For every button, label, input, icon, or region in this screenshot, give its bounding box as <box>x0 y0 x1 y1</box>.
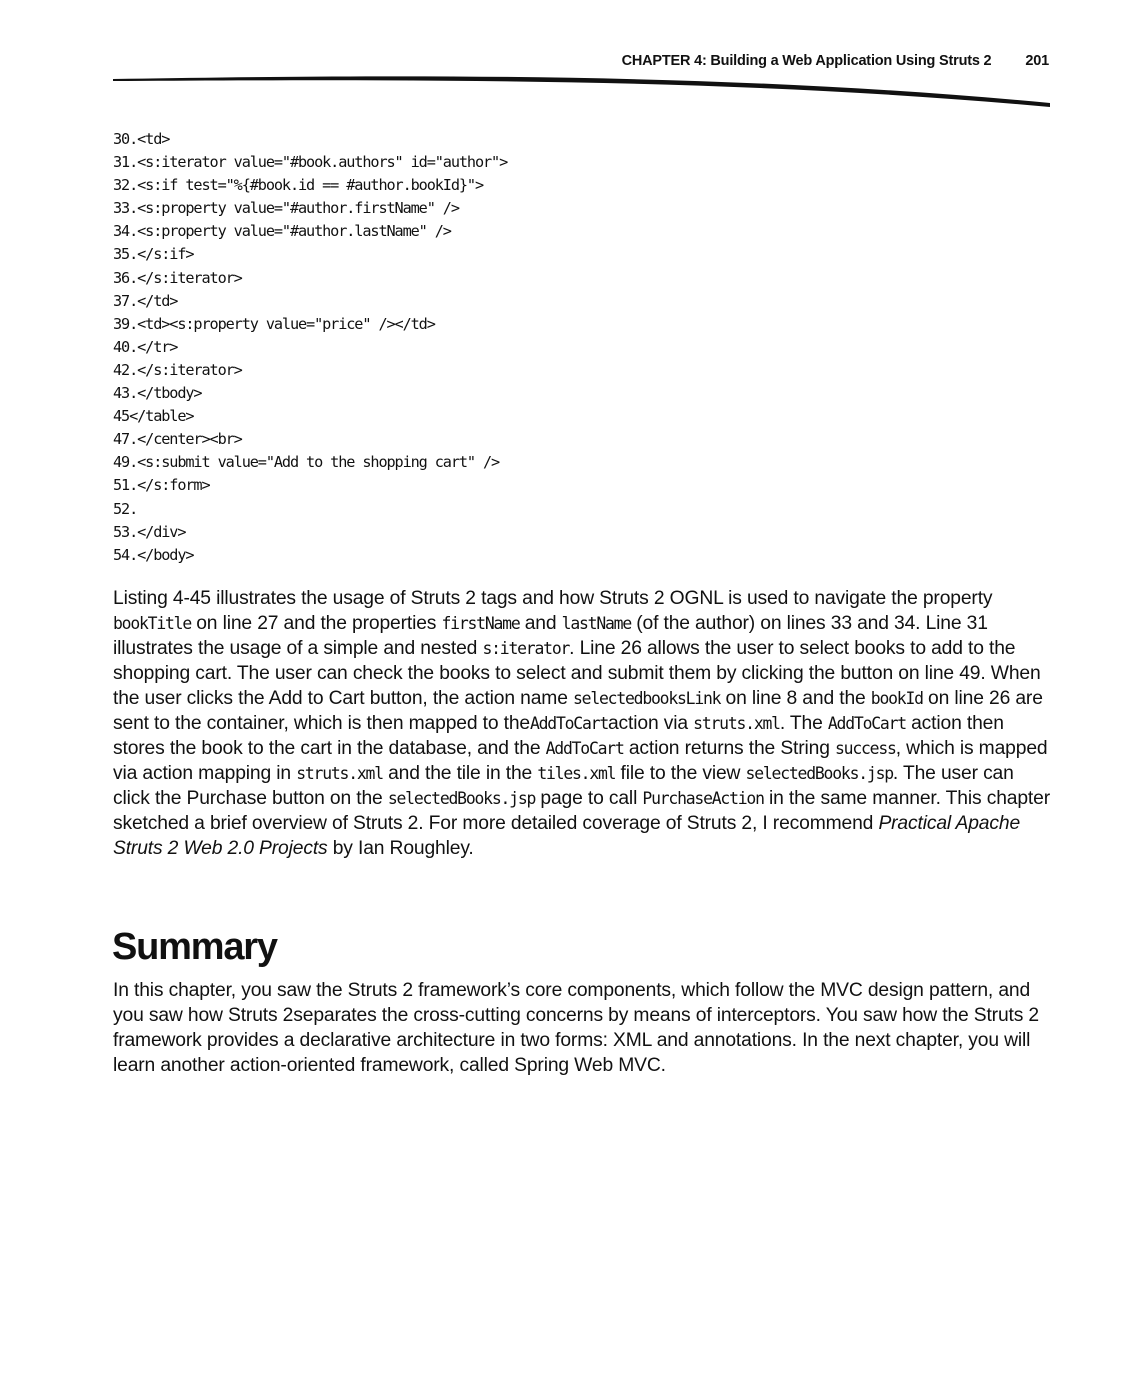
inline-code: selectedBooks.jsp <box>387 789 536 808</box>
inline-code: bookId <box>870 689 923 708</box>
code-line: 33.<s:property value="#author.firstName" /> <box>113 199 459 218</box>
paragraph-text: and the tile in the <box>382 763 538 784</box>
paragraph-text: (of the author) on lines 33 and 34. Line 31 illustrates the usage of a simple and nested <box>113 613 988 659</box>
inline-code: struts.xml <box>296 764 383 783</box>
code-line: 51.</s:form> <box>113 476 210 495</box>
code-line: 40.</tr> <box>113 337 178 356</box>
code-line: 30.<td> <box>113 130 170 148</box>
code-line: 39.<td><s:property value="price" /></td> <box>113 314 435 333</box>
code-line: 53.</div> <box>113 522 186 541</box>
paragraph-text: . Line 26 allows the user to select books to add to the shopping cart. The user can check the books to select and submit them by clicking the button on line 49. When the user clicks the Add to Cart button, the action name <box>113 638 1041 709</box>
summary-heading: Summary <box>112 926 277 968</box>
inline-code: AddToCart <box>545 739 624 758</box>
inline-code: lastName <box>561 614 632 633</box>
code-listing <box>113 128 507 567</box>
code-line: 34.<s:property value="#author.lastName" /> <box>113 222 451 241</box>
code-line: 54.</body> <box>113 545 194 564</box>
code-line: 32.<s:if test="%{#book.id == #author.bookId}"> <box>113 176 484 195</box>
code-line: 37.</td> <box>113 291 178 310</box>
paragraph-text: file to the view <box>615 763 746 784</box>
paragraph-text: page to call <box>535 788 643 809</box>
paragraph-text: by Ian Roughley. <box>327 838 474 859</box>
summary-paragraph: In this chapter, you saw the Struts 2 framework’s core components, which follow the MVC design pattern, and you saw how Struts 2separates the cross-cutting concerns by means of interceptors. You saw how the Struts 2 framework provides a declarative architecture in two forms: XML and annotations. In the next chapter, you will learn another action-oriented framework, called Spring Web MVC. <box>113 980 1040 1076</box>
code-line: 36.</s:iterator> <box>113 268 242 287</box>
code-line: 42.</s:iterator> <box>113 360 242 379</box>
code-line: 49.<s:submit value="Add to the shopping cart" /> <box>113 453 500 472</box>
chapter-title: CHAPTER 4: Building a Web Application Using Struts 2 <box>621 53 992 69</box>
inline-code: s:iterator <box>482 639 570 658</box>
inline-code: AddToCart <box>827 714 906 733</box>
paragraph-text: action returns the String <box>623 738 835 759</box>
code-line: 47.</center><br> <box>113 430 242 449</box>
paragraph-text: in the same manner. This chapter sketched a brief overview of Struts 2. For more detailed coverage of Struts 2, I recommend <box>113 788 1050 834</box>
paragraph-text: action then stores the book to the cart in the database, and the <box>113 713 1004 759</box>
paragraph-text: . The user can click the Purchase button on the <box>113 763 1014 809</box>
inline-code: selectedbooksLink <box>572 689 721 708</box>
inline-code: PurchaseAction <box>642 789 764 808</box>
paragraph-text: and <box>519 613 562 634</box>
header-rule <box>113 72 1053 112</box>
code-line: 35.</s:if> <box>113 245 194 264</box>
code-line: 43.</tbody> <box>113 384 202 403</box>
inline-code: selectedBooks.jsp <box>745 764 893 783</box>
paragraph-text: on line 26 are sent to the container, which is then mapped to the <box>113 688 1043 734</box>
inline-code: AddToCart <box>529 714 608 733</box>
inline-code: bookTitle <box>113 614 192 633</box>
listing-explanation-paragraph <box>113 586 1053 861</box>
page-number: 201 <box>1025 53 1049 69</box>
inline-code: tiles.xml <box>537 764 616 783</box>
code-line: 45</table> <box>113 407 194 426</box>
paragraph-text: Listing 4-45 illustrates the usage of Struts 2 tags and how Struts 2 OGNL is used to navigate the property <box>113 588 993 609</box>
running-head <box>622 53 1049 73</box>
code-line: 31.<s:iterator value="#book.authors" id="author"> <box>113 153 508 172</box>
paragraph-text: on line 27 and the properties <box>191 613 442 634</box>
paragraph-text: on line 8 and the <box>720 688 871 709</box>
code-line: 52. <box>113 499 138 518</box>
paragraph-text: action via <box>607 713 694 734</box>
book-title: Practical Apache Struts 2 Web 2.0 Projects <box>113 813 1021 859</box>
inline-code: struts.xml <box>693 714 780 733</box>
inline-code: firstName <box>441 614 520 633</box>
paragraph-text: , which is mapped via action mapping in <box>113 738 1048 784</box>
paragraph-text: . The <box>779 713 828 734</box>
inline-code: success <box>835 739 896 758</box>
